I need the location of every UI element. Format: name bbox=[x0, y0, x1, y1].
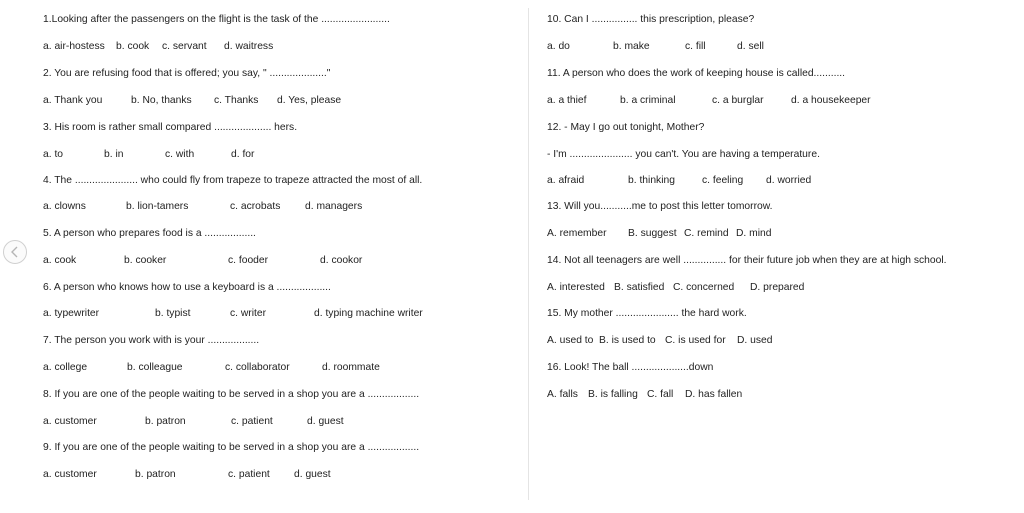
option-a: a. clowns bbox=[43, 201, 86, 212]
option-a: A. falls bbox=[547, 389, 578, 400]
option-c: c. fooder bbox=[228, 255, 269, 266]
options-10 bbox=[547, 40, 764, 54]
option-c: c. writer bbox=[230, 308, 267, 319]
option-d: d. typing machine writer bbox=[314, 308, 423, 319]
option-d: d. roommate bbox=[322, 362, 380, 373]
options-15 bbox=[547, 334, 773, 348]
previous-page-button[interactable] bbox=[3, 240, 27, 264]
question-7: 7. The person you work with is your .................. bbox=[43, 335, 260, 346]
options-16 bbox=[547, 388, 742, 402]
option-c: c. acrobats bbox=[230, 201, 281, 212]
option-d: d. for bbox=[231, 149, 255, 160]
options-11 bbox=[547, 94, 871, 108]
question-14: 14. Not all teenagers are well ............... for their future job when they are at high school. bbox=[547, 255, 947, 266]
option-b: B. satisfied bbox=[614, 282, 665, 293]
option-a: a. cook bbox=[43, 255, 77, 266]
option-b: b. typist bbox=[155, 308, 191, 319]
option-b: b. colleague bbox=[127, 362, 183, 373]
options-14 bbox=[547, 281, 804, 295]
question-3: 3. His room is rather small compared .................... hers. bbox=[43, 122, 298, 133]
option-d: d. waitress bbox=[224, 41, 274, 52]
question-9: 9. If you are one of the people waiting to be served in a shop you are a .................. bbox=[43, 442, 420, 453]
option-d: D. prepared bbox=[750, 282, 805, 293]
question-12: 12. - May I go out tonight, Mother? bbox=[547, 122, 705, 133]
question-4: 4. The ...................... who could fly from trapeze to trapeze attracted the most of all. bbox=[43, 175, 423, 186]
option-a: A. remember bbox=[547, 228, 607, 239]
question-10: 10. Can I ................ this prescription, please? bbox=[547, 14, 755, 25]
option-d: d. worried bbox=[766, 175, 812, 186]
options-1 bbox=[43, 40, 273, 54]
options-13 bbox=[547, 227, 771, 241]
option-a: a. college bbox=[43, 362, 88, 373]
question-6: 6. A person who knows how to use a keyboard is a ................... bbox=[43, 282, 331, 293]
options-5 bbox=[43, 254, 362, 268]
option-c: c. Thanks bbox=[214, 95, 259, 106]
option-c: C. concerned bbox=[673, 282, 735, 293]
option-a: a. air-hostess bbox=[43, 41, 105, 52]
question-2: 2. You are refusing food that is offered; you say, " ...................." bbox=[43, 68, 331, 79]
option-b: b. lion-tamers bbox=[126, 201, 189, 212]
option-b: b. thinking bbox=[628, 175, 675, 186]
option-c: c. fill bbox=[685, 41, 706, 52]
option-b: b. cooker bbox=[124, 255, 167, 266]
option-c: c. patient bbox=[231, 416, 273, 427]
option-d: d. guest bbox=[307, 416, 344, 427]
option-b: b. No, thanks bbox=[131, 95, 192, 106]
option-c: c. patient bbox=[228, 469, 270, 480]
option-d: d. cookor bbox=[320, 255, 363, 266]
option-d: d. managers bbox=[305, 201, 363, 212]
option-a: A. used to bbox=[547, 335, 594, 346]
option-c: c. a burglar bbox=[712, 95, 764, 106]
options-6 bbox=[43, 307, 423, 321]
option-a: a. customer bbox=[43, 469, 97, 480]
option-b: b. in bbox=[104, 149, 124, 160]
question-16: 16. Look! The ball ....................down bbox=[547, 362, 714, 373]
option-c: C. is used for bbox=[665, 335, 726, 346]
option-c: c. with bbox=[165, 149, 195, 160]
option-b: b. patron bbox=[135, 469, 176, 480]
options-8 bbox=[43, 415, 344, 429]
chevron-left-icon bbox=[10, 246, 20, 258]
column-divider bbox=[528, 8, 529, 500]
option-a: a. afraid bbox=[547, 175, 585, 186]
option-b: b. make bbox=[613, 41, 650, 52]
question-5: 5. A person who prepares food is a .................. bbox=[43, 228, 256, 239]
option-c: c. feeling bbox=[702, 175, 744, 186]
question-8: 8. If you are one of the people waiting to be served in a shop you are a .................. bbox=[43, 389, 420, 400]
question-11: 11. A person who does the work of keeping house is called........... bbox=[547, 68, 846, 79]
option-a: a. do bbox=[547, 41, 570, 52]
options-3 bbox=[43, 148, 254, 162]
option-a: a. typewriter bbox=[43, 308, 100, 319]
option-b: B. is falling bbox=[588, 389, 638, 400]
option-c: C. fall bbox=[647, 389, 674, 400]
option-c: c. servant bbox=[162, 41, 207, 52]
option-c: c. collaborator bbox=[225, 362, 290, 373]
option-b: B. is used to bbox=[599, 335, 656, 346]
option-b: B. suggest bbox=[628, 228, 677, 239]
question-1: 1.Looking after the passengers on the flight is the task of the ........................ bbox=[43, 14, 390, 25]
question-13: 13. Will you...........me to post this letter tomorrow. bbox=[547, 201, 773, 212]
options-7 bbox=[43, 361, 380, 375]
option-b: b. cook bbox=[116, 41, 150, 52]
question-12-line-2: - I'm ...................... you can't. You are having a temperature. bbox=[547, 149, 820, 160]
option-d: d. guest bbox=[294, 469, 331, 480]
option-a: a. customer bbox=[43, 416, 97, 427]
option-d: d. sell bbox=[737, 41, 764, 52]
question-15: 15. My mother ...................... the hard work. bbox=[547, 308, 747, 319]
option-b: b. patron bbox=[145, 416, 186, 427]
option-d: D. used bbox=[737, 335, 773, 346]
options-4 bbox=[43, 200, 362, 214]
option-b: b. a criminal bbox=[620, 95, 676, 106]
option-a: a. a thief bbox=[547, 95, 587, 106]
option-d: d. Yes, please bbox=[277, 95, 342, 106]
option-d: D. mind bbox=[736, 228, 772, 239]
options-2 bbox=[43, 94, 341, 108]
options-9 bbox=[43, 468, 331, 482]
option-d: d. a housekeeper bbox=[791, 95, 871, 106]
option-c: C. remind bbox=[684, 228, 729, 239]
option-a: a. Thank you bbox=[43, 95, 103, 106]
option-a: a. to bbox=[43, 149, 64, 160]
options-12 bbox=[547, 174, 811, 188]
option-d: D. has fallen bbox=[685, 389, 743, 400]
option-a: A. interested bbox=[547, 282, 605, 293]
